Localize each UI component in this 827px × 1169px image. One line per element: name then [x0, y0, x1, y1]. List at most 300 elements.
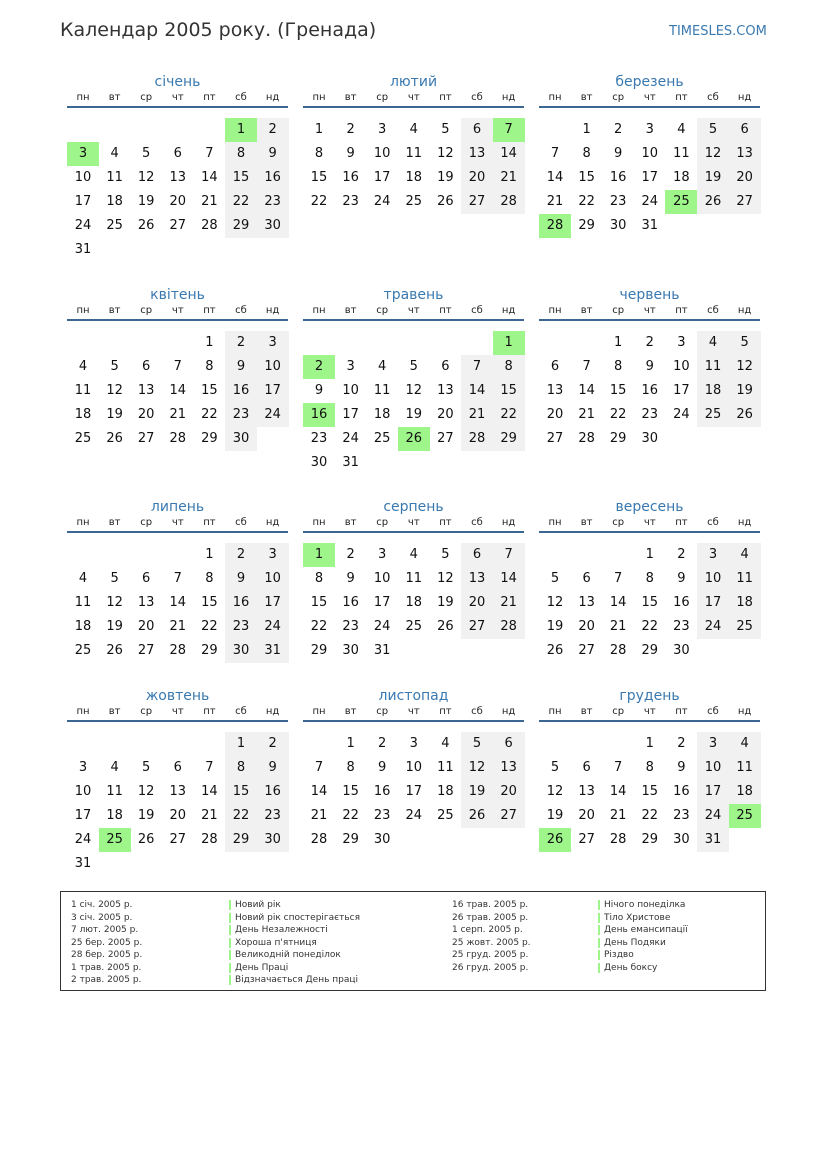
day-cell: 3: [677, 335, 686, 350]
day-cell: 17: [373, 595, 391, 610]
day-cell: 22: [609, 407, 627, 422]
day-cell: 29: [342, 832, 359, 847]
day-cell: 2: [677, 736, 686, 751]
day-cell: 13: [437, 383, 454, 398]
weekday-label: чт: [171, 305, 184, 316]
month-block: [67, 498, 288, 688]
day-cell: 15: [201, 595, 218, 610]
day-cell: 2: [378, 736, 387, 751]
weekday-label: вт: [344, 706, 357, 717]
day-cell: 6: [173, 760, 182, 775]
weekday-label: сб: [235, 517, 247, 528]
weekday-label: ср: [140, 706, 153, 717]
day-cell: 21: [169, 407, 187, 422]
day-cell: 10: [697, 567, 729, 591]
day-cell: 17: [342, 407, 359, 422]
day-cell: 12: [106, 383, 123, 398]
day-cell: 9: [225, 355, 257, 379]
day-cell: 31: [342, 455, 359, 470]
day-cell: 11: [405, 146, 423, 161]
day-cell: 26: [461, 804, 493, 828]
day-cell: 14: [201, 784, 218, 799]
day-cell: 27: [169, 832, 187, 847]
day-cell: 30: [641, 431, 659, 446]
day-cell: 8: [205, 359, 214, 374]
day-cell: 11: [673, 146, 690, 161]
weekday-label: пн: [548, 706, 562, 717]
legend-date: 3 січ. 2005 р.: [71, 912, 133, 923]
day-cell: 20: [137, 407, 155, 422]
day-cell: 14: [169, 383, 187, 398]
day-cell: 15: [225, 780, 257, 804]
day-cell: 21: [609, 619, 627, 634]
legend-holiday-name: Хороша п'ятниця: [229, 938, 317, 948]
day-cell: 10: [405, 760, 423, 775]
day-cell: 17: [74, 194, 92, 209]
day-cell: 21: [201, 808, 218, 823]
day-cell: 16: [225, 591, 257, 615]
day-cell: 26: [437, 194, 454, 209]
day-cell: 20: [546, 407, 564, 422]
weekday-header: [539, 515, 760, 533]
holiday-day-cell: 26: [398, 427, 430, 451]
day-cell: 20: [461, 166, 493, 190]
weekday-label: пн: [76, 92, 90, 103]
weekday-header: [303, 303, 524, 321]
day-cell: 11: [106, 170, 123, 185]
day-cell: 23: [257, 804, 289, 828]
day-cell: 25: [697, 403, 729, 427]
day-cell: 11: [106, 784, 123, 799]
day-cell: 1: [205, 547, 214, 562]
day-cell: 9: [314, 383, 324, 398]
day-cell: 29: [225, 828, 257, 852]
weekday-label: сб: [235, 305, 247, 316]
holiday-day-cell: 1: [225, 118, 257, 142]
holiday-day-cell: 25: [99, 828, 131, 852]
weekday-label: нд: [737, 517, 752, 528]
holiday-day-cell: 3: [67, 142, 99, 166]
day-cell: 23: [373, 808, 391, 823]
day-cell: 2: [257, 732, 289, 756]
day-cell: 16: [225, 379, 257, 403]
day-cell: 15: [342, 784, 359, 799]
day-cell: 15: [201, 383, 218, 398]
weekday-label: пн: [312, 305, 326, 316]
day-cell: 18: [673, 170, 690, 185]
day-cell: 23: [225, 615, 257, 639]
day-cell: 22: [578, 194, 595, 209]
day-cell: 12: [697, 142, 729, 166]
day-cell: 3: [378, 122, 387, 137]
day-cell: 5: [110, 359, 119, 374]
day-cell: 8: [205, 571, 214, 586]
day-cell: 25: [729, 615, 761, 639]
day-cell: 16: [673, 595, 690, 610]
day-cell: 21: [609, 808, 627, 823]
legend-holiday-name: Новий рік: [229, 900, 281, 910]
day-cell: 10: [74, 170, 92, 185]
day-cell: 30: [257, 214, 289, 238]
weekday-label: пт: [675, 305, 688, 316]
day-cell: 21: [169, 619, 187, 634]
month-name: січень: [154, 74, 201, 90]
weekday-label: сб: [471, 305, 483, 316]
day-cell: 23: [609, 194, 627, 209]
day-cell: 25: [437, 808, 454, 823]
legend-holiday-name: День Праці: [229, 963, 288, 973]
day-cell: 14: [169, 595, 187, 610]
day-cell: 31: [373, 643, 391, 658]
day-cell: 7: [550, 146, 560, 161]
day-cell: 29: [578, 218, 595, 233]
holiday-day-cell: 2: [303, 355, 335, 379]
legend-holiday-name: День Незалежності: [229, 925, 328, 935]
day-cell: 6: [582, 571, 591, 586]
day-cell: 15: [310, 595, 328, 610]
month-block: [303, 286, 524, 476]
weekday-label: чт: [171, 92, 184, 103]
weekday-label: чт: [407, 92, 420, 103]
day-cell: 17: [697, 780, 729, 804]
weekday-label: пн: [312, 706, 326, 717]
day-cell: 11: [74, 595, 92, 610]
day-cell: 8: [645, 760, 654, 775]
day-cell: 4: [110, 146, 119, 161]
day-cell: 24: [257, 615, 289, 639]
day-cell: 28: [201, 218, 218, 233]
day-cell: 6: [142, 359, 151, 374]
day-cell: 5: [461, 732, 493, 756]
day-cell: 20: [461, 591, 493, 615]
day-cell: 15: [225, 166, 257, 190]
day-cell: 11: [437, 760, 454, 775]
day-cell: 7: [493, 543, 525, 567]
day-cell: 3: [257, 331, 289, 355]
weekday-label: чт: [643, 517, 656, 528]
day-cell: 17: [257, 591, 289, 615]
day-cell: 9: [225, 567, 257, 591]
weekday-label: ср: [376, 706, 389, 717]
day-cell: 21: [201, 194, 218, 209]
day-cell: 22: [310, 619, 328, 634]
weekday-label: пн: [548, 305, 562, 316]
day-cell: 20: [169, 194, 187, 209]
weekday-label: ср: [612, 92, 625, 103]
month-block: [303, 498, 524, 688]
weekday-label: вт: [108, 517, 121, 528]
day-cell: 8: [493, 355, 525, 379]
day-cell: 8: [314, 571, 324, 586]
day-cell: 6: [493, 732, 525, 756]
weekday-label: чт: [407, 706, 420, 717]
legend-names-left: [229, 899, 360, 987]
day-cell: 27: [578, 643, 595, 658]
day-cell: 5: [142, 146, 151, 161]
month-block: [539, 73, 760, 263]
month-name: вересень: [615, 499, 684, 515]
day-cell: 30: [342, 643, 359, 658]
day-cell: 23: [310, 431, 328, 446]
day-cell: 9: [614, 146, 623, 161]
weekday-label: ср: [376, 305, 389, 316]
day-cell: 11: [74, 383, 92, 398]
month-name: квітень: [150, 287, 205, 303]
day-cell: 30: [257, 828, 289, 852]
site-link[interactable]: TIMESLES.COM: [669, 24, 767, 39]
day-cell: 30: [609, 218, 627, 233]
day-cell: 14: [609, 784, 627, 799]
day-cell: 7: [173, 359, 182, 374]
month-block: [539, 687, 760, 877]
day-cell: 4: [677, 122, 686, 137]
day-cell: 29: [641, 832, 659, 847]
day-cell: 28: [493, 615, 525, 639]
legend-date: 25 жовт. 2005 р.: [452, 937, 531, 948]
month-block: [67, 687, 288, 877]
day-cell: 24: [342, 431, 359, 446]
day-cell: 19: [437, 595, 454, 610]
day-cell: 20: [137, 619, 155, 634]
weekday-header: [539, 90, 760, 108]
day-cell: 6: [461, 118, 493, 142]
day-cell: 13: [137, 595, 155, 610]
weekday-label: сб: [707, 706, 719, 717]
day-cell: 30: [373, 832, 391, 847]
day-cell: 19: [697, 166, 729, 190]
weekday-label: пт: [439, 517, 452, 528]
weekday-label: чт: [643, 706, 656, 717]
day-cell: 24: [373, 619, 391, 634]
day-cell: 19: [106, 407, 123, 422]
day-cell: 18: [74, 407, 92, 422]
day-cell: 18: [729, 780, 761, 804]
day-cell: 12: [461, 756, 493, 780]
day-cell: 8: [314, 146, 324, 161]
weekday-label: пт: [439, 706, 452, 717]
legend-date: 25 груд. 2005 р.: [452, 950, 529, 960]
day-cell: 6: [461, 543, 493, 567]
day-cell: 14: [546, 170, 564, 185]
day-cell: 8: [582, 146, 591, 161]
day-cell: 24: [641, 194, 659, 209]
weekday-label: вт: [108, 92, 121, 103]
weekday-label: вт: [580, 706, 593, 717]
day-cell: 21: [461, 403, 493, 427]
weekday-label: пт: [675, 706, 688, 717]
day-cell: 16: [342, 595, 359, 610]
weekday-header: [67, 90, 288, 108]
month-name: листопад: [378, 688, 449, 704]
day-cell: 13: [137, 383, 155, 398]
legend-holiday-name: День емансипації: [598, 925, 688, 935]
day-cell: 9: [346, 146, 355, 161]
day-cell: 5: [550, 571, 560, 586]
day-cell: 30: [225, 427, 257, 451]
day-cell: 9: [677, 571, 686, 586]
holiday-day-cell: 26: [539, 828, 571, 852]
weekday-label: нд: [737, 305, 752, 316]
day-cell: 7: [205, 146, 214, 161]
legend-date: 26 груд. 2005 р.: [452, 962, 529, 973]
day-cell: 14: [201, 170, 218, 185]
weekday-label: вт: [580, 92, 593, 103]
day-cell: 23: [673, 808, 690, 823]
day-cell: 20: [169, 808, 187, 823]
legend-holiday-name: День Подяки: [598, 938, 666, 948]
legend-holiday-name: Відзначається День праці: [229, 975, 358, 985]
day-cell: 2: [225, 543, 257, 567]
day-cell: 24: [74, 832, 92, 847]
day-cell: 29: [201, 643, 218, 658]
day-cell: 28: [169, 431, 187, 446]
day-cell: 11: [697, 355, 729, 379]
day-cell: 16: [673, 784, 690, 799]
weekday-header: [539, 704, 760, 722]
day-cell: 18: [106, 194, 123, 209]
day-cell: 12: [137, 784, 155, 799]
legend-holiday-name: Новий рік спостерігається: [229, 913, 360, 923]
day-cell: 15: [641, 784, 659, 799]
holiday-legend: [60, 891, 766, 991]
weekday-label: пт: [203, 706, 216, 717]
weekday-label: сб: [471, 92, 483, 103]
weekday-label: чт: [643, 92, 656, 103]
day-cell: 7: [314, 760, 324, 775]
day-cell: 22: [493, 403, 525, 427]
day-cell: 4: [378, 359, 387, 374]
day-cell: 9: [257, 142, 289, 166]
holiday-day-cell: 25: [729, 804, 761, 828]
weekday-label: сб: [235, 706, 247, 717]
day-cell: 1: [645, 547, 654, 562]
day-cell: 10: [641, 146, 659, 161]
day-cell: 3: [78, 760, 88, 775]
weekday-label: вт: [344, 517, 357, 528]
weekday-label: пт: [675, 92, 688, 103]
day-cell: 24: [697, 615, 729, 639]
day-cell: 24: [74, 218, 92, 233]
day-cell: 7: [173, 571, 182, 586]
month-name: лютий: [389, 74, 438, 90]
day-cell: 2: [645, 335, 654, 350]
month-block: [67, 286, 288, 476]
weekday-label: вт: [344, 305, 357, 316]
day-cell: 21: [310, 808, 328, 823]
day-cell: 27: [137, 643, 155, 658]
weekday-header: [67, 515, 288, 533]
weekday-label: сб: [471, 706, 483, 717]
day-cell: 27: [437, 431, 454, 446]
day-cell: 10: [373, 146, 391, 161]
month-block: [539, 286, 760, 476]
legend-date: 16 трав. 2005 р.: [452, 900, 529, 910]
day-cell: 25: [106, 218, 123, 233]
day-cell: 2: [346, 547, 355, 562]
day-cell: 21: [578, 407, 595, 422]
day-cell: 6: [441, 359, 450, 374]
day-cell: 2: [225, 331, 257, 355]
day-cell: 11: [729, 567, 761, 591]
day-cell: 22: [201, 619, 218, 634]
day-cell: 28: [169, 643, 187, 658]
day-cell: 4: [729, 543, 761, 567]
day-cell: 8: [645, 571, 654, 586]
day-cell: 30: [673, 643, 690, 658]
legend-date: 28 бер. 2005 р.: [71, 950, 143, 960]
day-cell: 8: [346, 760, 355, 775]
day-cell: 6: [729, 118, 761, 142]
day-cell: 8: [225, 142, 257, 166]
day-cell: 27: [461, 190, 493, 214]
day-cell: 3: [697, 543, 729, 567]
day-cell: 31: [697, 828, 729, 852]
day-cell: 16: [257, 780, 289, 804]
day-cell: 12: [729, 355, 761, 379]
day-cell: 21: [493, 591, 525, 615]
day-cell: 22: [641, 808, 659, 823]
holiday-day-cell: 25: [665, 190, 697, 214]
day-cell: 4: [409, 122, 418, 137]
day-cell: 2: [346, 122, 355, 137]
day-cell: 17: [74, 808, 92, 823]
weekday-label: сб: [707, 517, 719, 528]
day-cell: 16: [373, 784, 391, 799]
day-cell: 30: [310, 455, 328, 470]
day-cell: 4: [729, 732, 761, 756]
day-cell: 12: [546, 595, 564, 610]
weekday-label: чт: [171, 706, 184, 717]
day-cell: 30: [673, 832, 690, 847]
day-cell: 24: [405, 808, 423, 823]
day-cell: 25: [405, 619, 423, 634]
day-cell: 26: [106, 431, 123, 446]
month-name: серпень: [383, 499, 444, 515]
day-cell: 13: [169, 784, 187, 799]
day-cell: 26: [697, 190, 729, 214]
day-cell: 25: [373, 431, 391, 446]
day-cell: 26: [546, 643, 564, 658]
day-cell: 18: [405, 595, 423, 610]
day-cell: 24: [697, 804, 729, 828]
day-cell: 11: [373, 383, 391, 398]
weekday-label: нд: [265, 92, 280, 103]
day-cell: 23: [257, 190, 289, 214]
day-cell: 16: [641, 383, 659, 398]
month-block: [67, 73, 288, 263]
day-cell: 5: [441, 547, 450, 562]
month-name: травень: [383, 287, 444, 303]
weekday-header: [303, 90, 524, 108]
weekday-label: пт: [675, 517, 688, 528]
day-cell: 29: [225, 214, 257, 238]
weekday-label: нд: [737, 706, 752, 717]
day-cell: 10: [74, 784, 92, 799]
weekday-label: пн: [76, 706, 90, 717]
month-name: жовтень: [145, 688, 210, 704]
day-cell: 28: [201, 832, 218, 847]
day-cell: 10: [342, 383, 359, 398]
weekday-label: пт: [203, 305, 216, 316]
day-cell: 5: [142, 760, 151, 775]
weekday-label: ср: [376, 92, 389, 103]
day-cell: 14: [609, 595, 627, 610]
day-cell: 14: [578, 383, 595, 398]
day-cell: 13: [578, 784, 595, 799]
holiday-day-cell: 7: [493, 118, 525, 142]
day-cell: 28: [493, 190, 525, 214]
day-cell: 24: [257, 403, 289, 427]
